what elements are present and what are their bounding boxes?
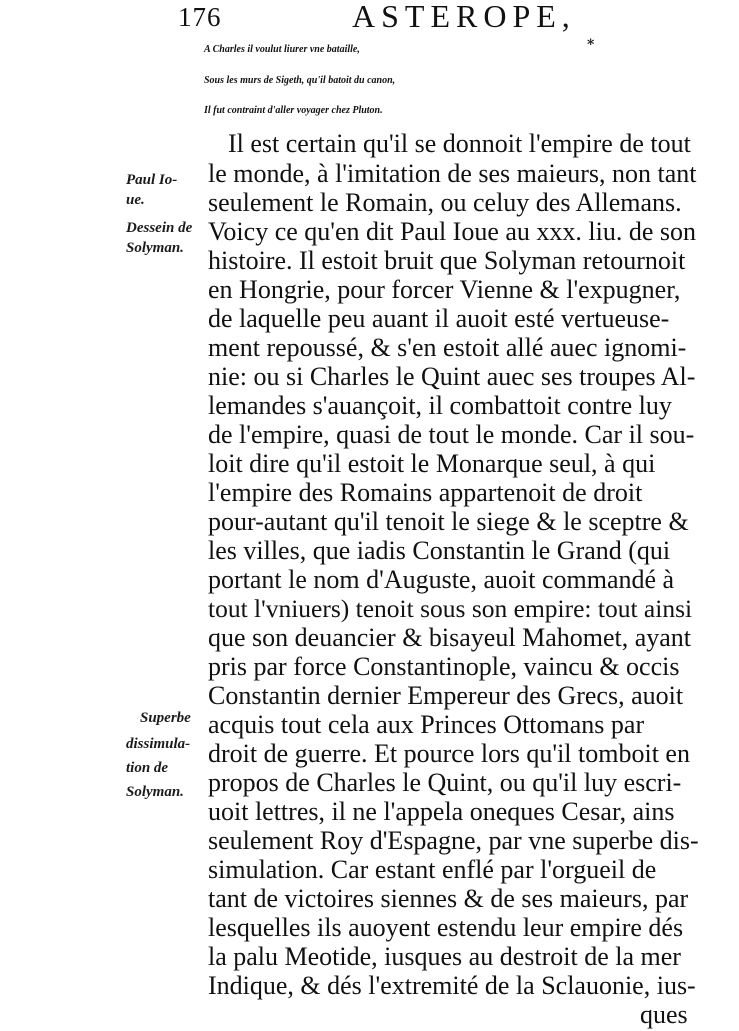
body-text-line: pour-autant qu'il tenoit le siege & le sceptre & [208, 507, 689, 536]
verse-reference-mark: * [587, 37, 595, 53]
margin-note-dessein-2: Solyman. [126, 240, 184, 256]
body-text-line: portant le nom d'Auguste, auoit commandé à [208, 565, 675, 594]
body-text-line: histoire. Il estoit bruit que Solyman retournoit [208, 246, 686, 275]
margin-note-superbe-3: tion de [126, 760, 169, 776]
body-text-line: de laquelle peu auant il auoit esté vertueuse- [208, 304, 670, 333]
body-text-line: nie: ou si Charles le Quint auec ses troupes Al- [208, 362, 696, 391]
page-number: 176 [178, 2, 222, 32]
body-text-line: de l'empire, quasi de tout le monde. Car il sou- [208, 420, 695, 449]
margin-note-superbe-2: dissimula- [126, 736, 191, 752]
body-text-line: que son deuancier & bisayeul Mahomet, ayant [208, 623, 692, 652]
margin-note-superbe-4: Solyman. [126, 784, 184, 800]
body-text-line: Indique, & dés l'extremité de la Sclauonie, ius- [208, 971, 696, 1000]
body-text-line: tant de victoires siennes & de ses maieurs, par [208, 884, 689, 913]
body-text-line: seulement le Romain, ou celuy des Allemans. [208, 188, 682, 217]
body-text-line: tout l'vniuers) tenoit sous son empire: tout ainsi [208, 594, 693, 623]
body-text-line: Constantin dernier Empereur des Grecs, auoit [208, 681, 684, 710]
body-text-line: uoit lettres, il ne l'appela oneques Cesar, ains [208, 797, 675, 826]
body-text-line: loit dire qu'il estoit le Monarque seul, à qui [208, 449, 656, 478]
running-title: ASTEROPE, [352, 0, 576, 34]
body-text-line: droit de guerre. Et pource lors qu'il tomboit en [208, 739, 690, 768]
verse-line-2: Sous les murs de Sigeth, qu'il batoit du canon, [204, 75, 396, 86]
margin-note-superbe-1: Superbe [140, 710, 191, 726]
body-text-line: les villes, que iadis Constantin le Grand (qui [208, 536, 671, 565]
body-text-line: Voicy ce qu'en dit Paul Ioue au xxx. liu. de son [208, 217, 697, 246]
body-text-line: le monde, à l'imitation de ses maieurs, non tant [208, 159, 697, 188]
body-text-line: lemandes s'auançoit, il combattoit contre luy [208, 391, 672, 420]
body-text-line: simulation. Car estant enflé par l'orgueil de [208, 855, 657, 884]
margin-note-paul-ioue-2: ue. [126, 192, 145, 208]
body-text-line: Il est certain qu'il se donnoit l'empire de tout [228, 129, 691, 158]
body-text-line: propos de Charles le Quint, ou qu'il luy escri- [208, 768, 682, 797]
verse-line-3: Il fut contraint d'aller voyager chez Pluton. [204, 105, 383, 116]
body-text-line: lesquelles ils auoyent estendu leur empire dés [208, 913, 684, 942]
verse-line-1: A Charles il voulut liurer vne bataille, [204, 44, 360, 55]
body-text-line: en Hongrie, pour forcer Vienne & l'expugner, [208, 275, 681, 304]
margin-note-paul-ioue-1: Paul Io- [126, 172, 178, 188]
body-text-line: ment repoussé, & s'en estoit allé auec ignomi- [208, 333, 687, 362]
body-text-line: l'empire des Romains appartenoit de droit [208, 478, 643, 507]
margin-note-dessein-1: Dessein de [126, 220, 193, 236]
body-text-line: pris par force Constantinople, vaincu & occis [208, 652, 680, 681]
catchword: ques [640, 1000, 688, 1029]
body-text-line: la palu Meotide, iusques au destroit de la mer [208, 942, 681, 971]
body-text-line: seulement Roy d'Espagne, par vne superbe dis- [208, 826, 699, 855]
body-text-line: acquis tout cela aux Princes Ottomans par [208, 710, 645, 739]
